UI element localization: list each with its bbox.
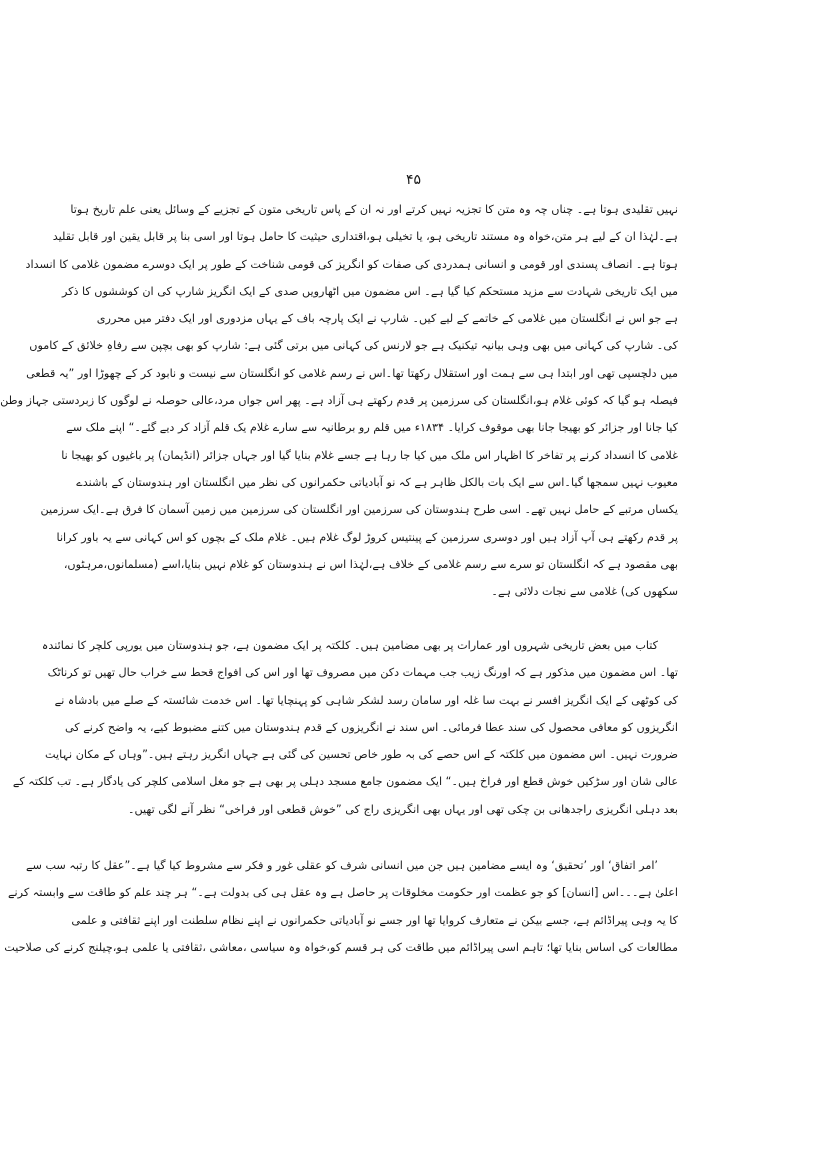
text-line: کتاب میں بعض تاریخی شہروں اور عمارات پر بھی مضامین ہیں۔ کلکتہ پر ایک مضمون ہے، جو ہندوستان میں یورپی کلچر کا نمائندہ (41, 639, 658, 652)
text-line: فیصلہ ہو گیا کہ کوئی غلام ہو،انگلستان کی سرزمین پر قدم رکھتے ہی آزاد ہے۔ پھر اس جواں مرد،عالی حوصلہ نے لوگوں کا زبردستی جہاز وطن (0, 394, 678, 408)
paragraph-1 (0, 196, 678, 605)
text-line: انگریزوں کو معافی محصول کی سند عطا فرمائی۔ اس سند نے انگریزوں کے قدم ہندوستان میں کتنے مضبوط کیے، یہ واضح کرنے کی (64, 720, 678, 734)
text-line: میں ایک تاریخی شہادت سے مزید مستحکم کیا گیا ہے۔ اس مضمون میں اٹھارویں صدی کے ایک انگریز شارپ کی ان کوششوں کا ذکر (61, 284, 678, 298)
text-line: ہے جو اس نے انگلستان میں غلامی کے خاتمے کے لیے کیں۔ شارپ نے ایک پارچہ باف کے یہاں مزدوری اور ایک دفتر میں محرری (96, 312, 678, 326)
text-line: کی۔ شارپ کی کہانی میں بھی وہی بیانیہ تیکنیک ہے جو لارنس کی کہانی میں برتی گئی ہے: شارپ کو بھی بچپن سے رفاہِ خلائق کے کاموں (29, 339, 678, 353)
text-line: ’امر اتفاق‘ اور ’تحقیق‘ وہ ایسے مضامین ہیں جن میں انسانی شرف کو عقلی غور و فکر سے مشروط کیا گیا ہے۔”عقل کا رتبہ سب سے (25, 859, 658, 872)
text-line: بعد دہلی انگریزی راجدھانی بن چکی تھی اور یہاں بھی انگریزی راج کی ”خوش قطعی اور فراخی“ نظر آنے لگی تھیں۔ (127, 802, 678, 816)
text-line: عالی شان اور سڑکیں خوش قطع اور فراخ ہیں۔“ ایک مضمون جامع مسجد دہلی پر بھی ہے جو مغل اسلامی کلچر کی یادگار ہے۔ تب کلکتہ کے (12, 775, 678, 789)
text-line: کیا جانا اور جزائر کو بھیجا جانا بھی موقوف کرایا۔ ۱۸۳۴ء میں قلم رو برطانیہ سے سارے غلام یک قلم آزاد کر دیے گئے۔“ اپنے ملک سے (66, 421, 678, 435)
text-line: معیوب نہیں سمجھا گیا۔اس سے ایک بات بالکل ظاہر ہے کہ نو آبادیاتی حکمرانوں کی نظر میں انگلستان اور ہندوستان کے باشندے (76, 475, 678, 489)
text-line: ہوتا ہے۔ انصاف پسندی اور قومی و انسانی ہمدردی کی صفات کو انگریز کی قومی شناخت کے طور پر ایک دوسرے مضمون غلامی کا انسداد (25, 257, 678, 271)
text-line: کا یہ وہی پیراڈائم ہے، جسے بیکن نے متعارف کروایا تھا اور جسے نو آبادیاتی حکمرانوں نے اپنے نظام سلطنت اور اپنے ثقافتی و علمی (71, 913, 678, 927)
text-line: نہیں تقلیدی ہوتا ہے۔ چناں چہ وہ متن کا تجزیہ نہیں کرتے اور نہ ان کے پاس تاریخی متون کے تجزیے کے وسائل یعنی علم تاریخ ہوتا (70, 203, 678, 216)
text-line: بھی مقصود ہے کہ انگلستان تو سرے سے رسم غلامی کے خلاف ہے،لہٰذا اس نے ہندوستان کو غلام نہیں بنایا،اسے (مسلمانوں،مرہٹوں، (63, 557, 678, 571)
text-line: سکھوں کی) غلامی سے نجات دلائی ہے۔ (491, 585, 678, 599)
text-line: کی کوٹھی کے ایک انگریز افسر نے بہت سا غلہ اور سامان رسد لشکر شاہی کو پہنچایا تھا۔ اس خدمت شائستہ کے صلے میں بادشاہ نے (54, 693, 678, 707)
text-line: ہے۔لہٰذا ان کے لیے ہر متن،خواہ وہ مستند تاریخی ہو، یا تخیلی ہو،اقتداری حیثیت کا حامل ہوتا اور اسی بنا پر قابل یقین اور قابل تقلید (52, 230, 678, 244)
text-line: غلامی کا انسداد کرنے پر تفاخر کا اظہار اس ملک میں کیا جا رہا ہے جسے غلام بنایا گیا اور جہاں جزائر (انڈیمان) پر باغیوں کو بھیجا نا (61, 448, 678, 462)
text-line: مطالعات کی اساس بنایا تھا؛ تاہم اسی پیراڈائم میں طاقت کی ہر قسم کو،خواہ وہ سیاسی ،معاشی ،ثقافتی یا علمی ہو،چیلنج کرنے کی صلاحیت (4, 940, 678, 954)
text-line: میں دلچسپی تھی اور ابتدا ہی سے ہمت اور استقلال رکھتا تھا۔اس نے رسم غلامی کو انگلستان سے نیست و نابود کر کے چھوڑا اور ”یہ قطعی (26, 366, 678, 380)
paragraph-2 (12, 632, 678, 823)
text-line: ضرورت نہیں۔ اس مضمون میں کلکتہ کے اس حصے کی بہ طور خاص تحسین کی گئی ہے جہاں انگریز رہتے ہیں۔”وہاں کے مکان نہایت (44, 748, 678, 762)
text-line: اعلیٰ ہے۔۔۔اس [انسان] کو جو عظمت اور حکومت مخلوقات پر حاصل ہے وہ عقل ہی کی بدولت ہے۔“ ہر چند علم کو طاقت سے وابستہ کرنے (7, 886, 678, 900)
page-number: ۴۵ (405, 172, 422, 188)
text-line: تھا۔ اس مضمون میں مذکور ہے کہ اورنگ زیب جب مہمات دکن میں مصروف تھا اور اس کی افواج قحط سے خراب حال تھیں تو کرناٹک (47, 666, 678, 680)
text-line: یکساں مرتبے کے حامل نہیں تھے۔ اسی طرح ہندوستان کی سرزمین اور انگلستان کی سرزمین میں زمین آسمان کا فرق ہے۔ایک سرزمین (40, 503, 678, 517)
paragraph-3 (4, 852, 678, 961)
text-line: پر قدم رکھتے ہی آپ آزاد ہیں اور دوسری سرزمین کے پینتیس کروڑ لوگ غلام ہیں۔ غلام ملک کے بچوں کو اس کہانی سے یہ باور کرانا (56, 530, 678, 544)
